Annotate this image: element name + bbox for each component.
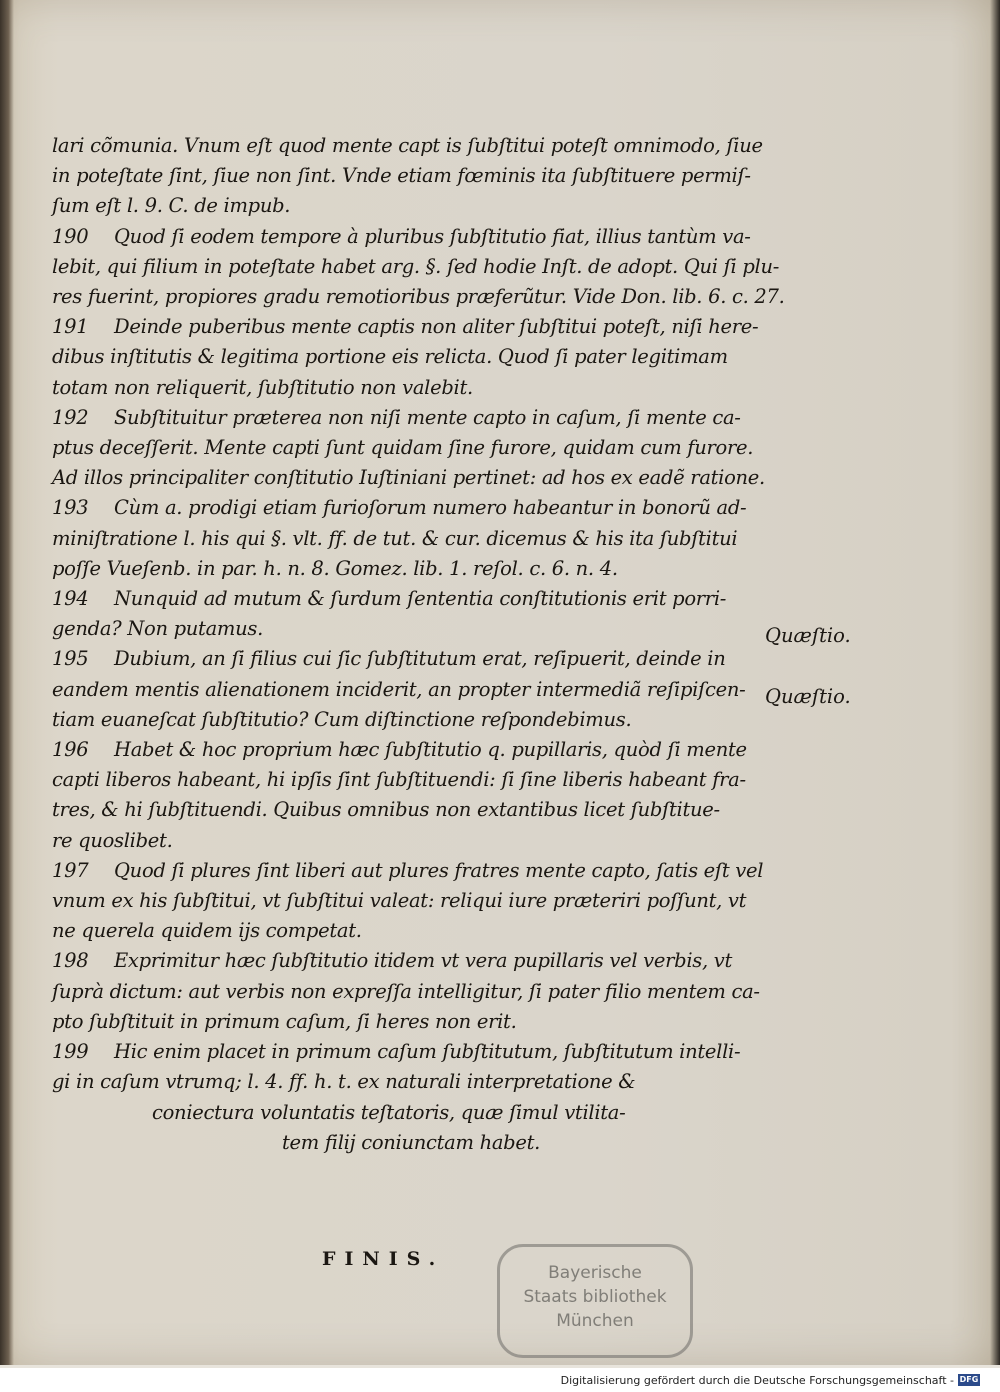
line-text: capti liberos habeant, hi ipſis ſint ſubſtituendi: ſi ſine liberis habeant fra- [52, 768, 746, 792]
paragraph-number: 193 [52, 496, 89, 520]
text-line [52, 614, 772, 644]
text-line [52, 977, 772, 1007]
line-text: Nunquid ad mutum & ſurdum ſententia conſtitutionis erit porri- [114, 587, 727, 611]
line-text: tiam euaneſcat ſubſtitutio? Cum diſtinctione reſpondebimus. [52, 707, 632, 731]
text-line [52, 131, 772, 161]
text-line [52, 795, 772, 825]
text-line [52, 826, 772, 856]
text-line [52, 1007, 772, 1037]
paragraph [52, 1037, 772, 1158]
line-text: in poteſtate ſint, ſiue non ſint. Vnde etiam fœminis ita ſubſtituere permiſ- [52, 164, 751, 188]
text-line [52, 191, 772, 221]
text-line [52, 493, 772, 523]
paragraph-number: 195 [52, 647, 89, 671]
paragraph [52, 856, 772, 947]
text-line [52, 222, 772, 252]
line-text: coniectura voluntatis teſtatoris, quæ ſimul vtilita- [152, 1100, 626, 1124]
line-text: ſum eſt l. 9. C. de impub. [52, 194, 291, 218]
paragraph-number: 197 [52, 858, 89, 882]
text-line [52, 1037, 772, 1067]
line-text: Dubium, an ſi filius cui ſic ſubſtitutum erat, reſipuerit, deinde in [114, 647, 726, 671]
footer-bar [0, 1368, 1000, 1392]
paragraph [52, 584, 772, 644]
text-line [52, 916, 772, 946]
line-text: genda? Non putamus. [52, 617, 263, 641]
text-line [52, 1128, 772, 1158]
line-text: Hic enim placet in primum caſum ſubſtitutum, ſubſtitutum intelli- [114, 1040, 741, 1064]
text-line [52, 252, 780, 282]
body-text [52, 131, 785, 1158]
paragraph-number: 196 [52, 738, 89, 762]
text-line [52, 675, 772, 705]
line-text: Exprimitur hæc ſubſtitutio itidem vt vera pupillaris vel verbis, vt [114, 949, 733, 973]
text-line [52, 554, 772, 584]
line-text: Ad illos principaliter conſtitutio Iuſtiniani pertinet: ad hos ex eadẽ ratione. [52, 466, 765, 490]
line-text: lebit, qui filium in poteſtate habet arg. §. ſed hodie Inſt. de adopt. Qui ſi plu- [52, 254, 780, 278]
paragraph [52, 493, 772, 584]
line-text: pto ſubſtituit in primum caſum, ſi heres non erit. [52, 1009, 517, 1033]
line-text: gi in caſum vtrumq; l. 4. ff. h. t. ex naturali interpretatione & [52, 1070, 636, 1094]
line-text: Quod ſi eodem tempore à pluribus ſubſtitutio fiat, illius tantùm va- [114, 224, 751, 248]
line-text: ptus deceſſerit. Mente capti ſunt quidam ſine furore, quidam cum furore. [52, 436, 754, 460]
line-text: eandem mentis alienationem inciderit, an propter intermediã reſipiſcen- [52, 677, 746, 701]
line-text: poſſe Vueſenb. in par. h. n. 8. Gomez. lib. 1. reſol. c. 6. n. 4. [52, 556, 618, 580]
line-text: dibus inſtitutis & legitima portione eis relicta. Quod ſi pater legitimam [52, 345, 728, 369]
line-text: tres, & hi ſubſtituendi. Quibus omnibus non extantibus licet ſubſtitue- [52, 798, 720, 822]
page-edge-shadow [990, 0, 1000, 1365]
text-line [52, 705, 772, 735]
text-line [52, 403, 772, 433]
paragraph-number: 198 [52, 949, 89, 973]
text-line [52, 644, 772, 674]
text-line [52, 463, 772, 493]
dfg-logo-icon: DFG [959, 1375, 979, 1384]
paragraph [52, 735, 772, 856]
line-text: tem filij coniunctam habet. [282, 1130, 541, 1154]
paragraph-number: 191 [52, 315, 89, 339]
line-text: ne querela quidem ijs competat. [52, 919, 362, 943]
line-text: res fuerint, propiores gradu remotioribus præferũtur. Vide Don. lib. 6. c. 27. [52, 285, 785, 309]
paragraph-number: 190 [52, 224, 89, 248]
paragraph-number: 192 [52, 405, 89, 429]
text-line [52, 524, 772, 554]
paragraph-number: 199 [52, 1040, 89, 1064]
line-text: Quod ſi plures ſint liberi aut plures fratres mente capto, ſatis eſt vel [114, 858, 764, 882]
paragraph-number: 194 [52, 587, 89, 611]
text-line [52, 282, 785, 312]
line-text: lari cõmunia. Vnum eſt quod mente capt is ſubſtitui poteſt omnimodo, ſiue [52, 134, 763, 157]
line-text: Subſtituitur prætereа non niſi mente capto in caſum, ſi mente ca- [114, 405, 741, 429]
line-text: Habet & hoc proprium hæc ſubſtitutio q. pupillaris, quòd ſi mente [114, 738, 747, 762]
line-text: vnum ex his ſubſtitui, vt ſubſtitui valeat: reliqui iure præteriri poſſunt, vt [52, 889, 747, 913]
paragraph [52, 222, 785, 313]
text-line [52, 856, 772, 886]
line-text: totam non reliquerit, ſubſtitutio non valebit. [52, 375, 473, 399]
text-line [52, 765, 772, 795]
text-line [52, 1098, 772, 1128]
text-line [52, 312, 772, 342]
stamp-line-2: Staats bibliothek [523, 1287, 667, 1307]
paragraph [52, 946, 772, 1037]
library-stamp [497, 1244, 693, 1358]
text-line [52, 1067, 772, 1097]
line-text: ſuprà dictum: aut verbis non expreſſa intelligitur, ſi pater filio mentem ca- [52, 979, 760, 1003]
line-text: miniſtratione l. his qui §. vlt. ff. de tut. & cur. dicemus & his ita ſubſtitui [52, 526, 738, 550]
footer-funding-text: Digitalisierung gefördert durch die Deutsche Forschungsgemeinschaft - [560, 1374, 954, 1387]
text-line [52, 584, 772, 614]
paragraph [52, 312, 772, 403]
line-text: Deinde puberibus mente captis non aliter ſubſtitui poteſt, niſi here- [114, 315, 759, 339]
finis-heading: FINIS. [322, 1248, 445, 1270]
text-line [52, 735, 772, 765]
paragraph [52, 131, 772, 222]
text-line [52, 946, 772, 976]
paragraph [52, 403, 772, 494]
line-text: re quoslibet. [52, 828, 173, 852]
marginal-note-question-195: Quæſtio. [765, 685, 851, 708]
line-text: Cùm a. prodigi etiam furioſorum numero habeantur in bonorũ ad- [114, 496, 747, 520]
text-line [52, 342, 772, 372]
text-line [52, 886, 772, 916]
book-spine-shadow [0, 0, 14, 1365]
text-line [52, 373, 772, 403]
text-line [52, 161, 772, 191]
stamp-line-3: München [556, 1311, 634, 1331]
text-line [52, 433, 772, 463]
paragraph [52, 644, 772, 735]
stamp-line-1: Bayerische [548, 1263, 642, 1283]
marginal-note-question-194: Quæſtio. [765, 624, 851, 647]
